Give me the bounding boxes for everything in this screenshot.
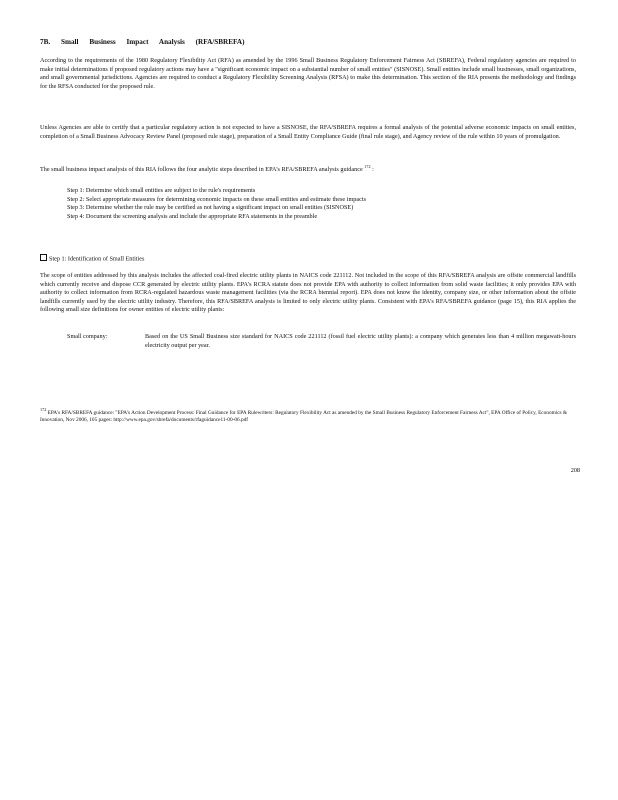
step1-heading: [40, 254, 144, 263]
definition-text: Based on the US Small Business size standard for NAICS code 221112 (fossil fuel electric utility plants): a company which generates less than 4 million megawatt-hours electricity output per year.: [145, 333, 576, 349]
footnote-text: EPA's RFA/SBREFA guidance: "EPA's Action Development Process: Final Guidance for EPA Rulewriters: Regulatory Flexibility Act as amended by the Small Business Regulatory Enforcement Fairness Act", EPA Office of Policy, Economics & Innovation, Nov 2006, 105 pages: http://www.epa.gov/sbrefa/documents/rfaguidance11-00-06.pdf: [40, 410, 568, 424]
definition-term: Small company:: [67, 333, 108, 340]
analytic-steps-text: The small business impact analysis of this RIA follows the four analytic steps described in EPA's RFA/SBREFA analysis guidance: [40, 166, 363, 173]
footnote: [40, 407, 580, 425]
paragraph-scope: The scope of entities addressed by this analysis includes the affected coal-fired electric utility plants in NAICS code 221112. Not included in the scope of this RFA/SBREFA analysis are offsite commercial landfills which currently receive and dispose CCR generated by electric utility plants. EPA's RCRA statute does not provide EPA with authority to collect information from solid waste facilities; it only provides EPA with authority to collect information from RCRA-regulated hazardous waste management facilities (via the RCRA biennial report). EPA does not know the identity, company size, or other information about the offsite landfills currently used by the electric utility industry. Therefore, this RFA/SBREFA analysis is limited to only electric utility plants. Consistent with EPA's RFA/SBREFA guidance (page 15), this RIA applies the following small size definitions for owner entities of electric utility plants:: [40, 272, 576, 314]
step-item-3: Step 3: Determine whether the rule may be certified as not having a significant impact on small entities (SISNOSE): [67, 204, 354, 212]
step-item-1: Step 1: Determine which small entities are subject to the rule's requirements: [67, 187, 256, 194]
paragraph-rfa-requirements: According to the requirements of the 1980 Regulatory Flexibility Act (RFA) as amended by the 1996 Small Business Regulatory Enforcement Fairness Act (SBREFA), Federal regulatory agencies are required to make initial determinations if proposed regulatory actions may have a "significant economic impact on a substantial number of small entities" (SISNOSE). Small entities include small businesses, small organizations, and small governmental jurisdictions. Agencies are required to conduct a Regulatory Flexibility Screening Analysis (RFSA) to make this determination. This section of the RIA presents the methodology and findings for the RFSA conducted for the proposed rule.: [40, 57, 576, 90]
step1-heading-text: Step 1: Identification of Small Entities: [49, 255, 145, 263]
checkbox-icon: [40, 254, 47, 261]
footnote-number: 172: [40, 407, 47, 412]
section-heading: 7B. Small Business Impact Analysis (RFA/SBREFA): [40, 38, 245, 46]
paragraph-formal-analysis: Unless Agencies are able to certify that a particular regulatory action is not expected to have a SISNOSE, the RFA/SBREFA requires a formal analysis of the potential adverse economic impacts on small entities, completion of a Small Business Advocacy Review Panel (proposed rule stage), preparation of a Small Entity Compliance Guide (final rule stage), and Agency review of the rule within 10 years of promulgation.: [40, 124, 576, 140]
step-item-4: Step 4: Document the screening analysis and include the appropriate RFA statements in the preamble: [67, 212, 318, 220]
step-item-2: Step 2: Select appropriate measures for determining economic impacts on these small entities and estimate these impacts: [67, 195, 366, 203]
footnote-reference[interactable]: 172: [364, 164, 371, 169]
analytic-steps-colon: :: [372, 166, 374, 173]
page-number: 208: [570, 467, 580, 474]
analytic-steps-list: [67, 187, 547, 221]
paragraph-analytic-steps: [40, 166, 576, 175]
